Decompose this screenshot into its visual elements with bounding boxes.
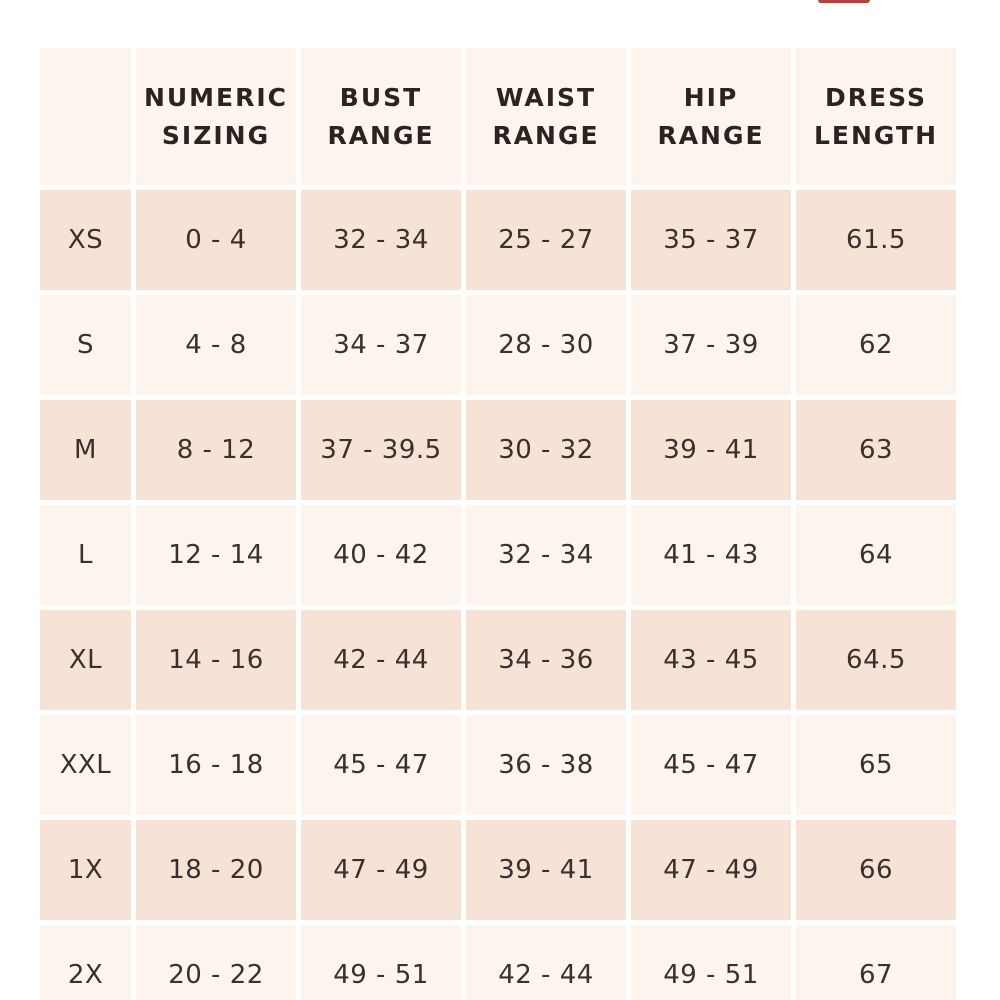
size-cell: XS xyxy=(40,190,131,290)
table-row xyxy=(40,925,956,1000)
waist-cell: 30 - 32 xyxy=(466,400,626,500)
length-cell: 63 xyxy=(796,400,956,500)
header-waist-range: WAIST RANGE xyxy=(466,48,626,185)
table-row xyxy=(40,295,956,395)
hip-cell: 39 - 41 xyxy=(631,400,791,500)
hip-cell: 43 - 45 xyxy=(631,610,791,710)
table-row xyxy=(40,715,956,815)
table-row xyxy=(40,400,956,500)
numeric-cell: 18 - 20 xyxy=(136,820,296,920)
numeric-cell: 8 - 12 xyxy=(136,400,296,500)
numeric-cell: 12 - 14 xyxy=(136,505,296,605)
hip-cell: 35 - 37 xyxy=(631,190,791,290)
bust-cell: 32 - 34 xyxy=(301,190,461,290)
length-cell: 65 xyxy=(796,715,956,815)
length-cell: 62 xyxy=(796,295,956,395)
top-accent-button-edge xyxy=(818,0,870,3)
length-cell: 66 xyxy=(796,820,956,920)
numeric-cell: 20 - 22 xyxy=(136,925,296,1000)
size-chart-table xyxy=(35,43,961,1000)
waist-cell: 25 - 27 xyxy=(466,190,626,290)
size-cell: L xyxy=(40,505,131,605)
numeric-cell: 0 - 4 xyxy=(136,190,296,290)
bust-cell: 45 - 47 xyxy=(301,715,461,815)
header-dress-length: DRESS LENGTH xyxy=(796,48,956,185)
size-cell: 1X xyxy=(40,820,131,920)
size-cell: XXL xyxy=(40,715,131,815)
header-numeric-sizing: NUMERIC SIZING xyxy=(136,48,296,185)
length-cell: 64.5 xyxy=(796,610,956,710)
hip-cell: 41 - 43 xyxy=(631,505,791,605)
hip-cell: 49 - 51 xyxy=(631,925,791,1000)
size-cell: XL xyxy=(40,610,131,710)
waist-cell: 42 - 44 xyxy=(466,925,626,1000)
header-row xyxy=(40,48,956,185)
waist-cell: 34 - 36 xyxy=(466,610,626,710)
bust-cell: 37 - 39.5 xyxy=(301,400,461,500)
hip-cell: 47 - 49 xyxy=(631,820,791,920)
length-cell: 61.5 xyxy=(796,190,956,290)
table-row xyxy=(40,820,956,920)
table-row xyxy=(40,610,956,710)
waist-cell: 39 - 41 xyxy=(466,820,626,920)
numeric-cell: 14 - 16 xyxy=(136,610,296,710)
length-cell: 67 xyxy=(796,925,956,1000)
bust-cell: 49 - 51 xyxy=(301,925,461,1000)
bust-cell: 47 - 49 xyxy=(301,820,461,920)
header-hip-range: HIP RANGE xyxy=(631,48,791,185)
header-bust-range: BUST RANGE xyxy=(301,48,461,185)
table-row xyxy=(40,190,956,290)
length-cell: 64 xyxy=(796,505,956,605)
bust-cell: 42 - 44 xyxy=(301,610,461,710)
waist-cell: 36 - 38 xyxy=(466,715,626,815)
waist-cell: 28 - 30 xyxy=(466,295,626,395)
size-cell: 2X xyxy=(40,925,131,1000)
waist-cell: 32 - 34 xyxy=(466,505,626,605)
header-size-corner xyxy=(40,48,131,185)
size-cell: M xyxy=(40,400,131,500)
numeric-cell: 4 - 8 xyxy=(136,295,296,395)
table-row xyxy=(40,505,956,605)
hip-cell: 45 - 47 xyxy=(631,715,791,815)
numeric-cell: 16 - 18 xyxy=(136,715,296,815)
hip-cell: 37 - 39 xyxy=(631,295,791,395)
bust-cell: 40 - 42 xyxy=(301,505,461,605)
size-cell: S xyxy=(40,295,131,395)
bust-cell: 34 - 37 xyxy=(301,295,461,395)
